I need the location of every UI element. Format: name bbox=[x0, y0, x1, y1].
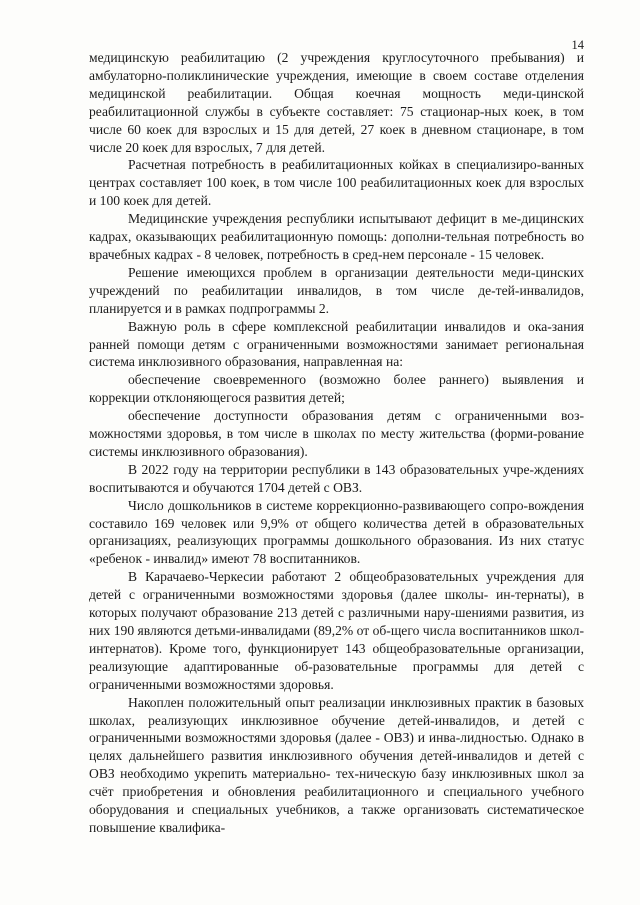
body-text bbox=[89, 45, 584, 837]
paragraph: Накоплен положительный опыт реализации инклюзивных практик в базовых школах, реализующих инклюзивное обучение детей-инвалидов, и детей с ограниченными возможностями здоровья (далее - ОВЗ) и инва-лидностью. Однако в целях дальнейшего развития инклюзивного обучения детей-инвалидов и детей с ОВЗ необходимо укрепить материально- тех-ническую базу инклюзивных школ за счёт приобретения и обновления реабилитационного и специального учебного оборудования и специальных учебников, а также организовать систематическое повышение квалифика- bbox=[89, 694, 584, 835]
paragraph: Решение имеющихся проблем в организации деятельности меди-цинских учреждений по реабилитации инвалидов, в том числе де-тей-инвалидов, планируется и в рамках подпрограммы 2. bbox=[89, 264, 584, 316]
paragraph: обеспечение доступности образования детям с ограниченными воз-можностями здоровья, в том числе в школах по месту жительства (форми-рование системы инклюзивного образования). bbox=[89, 408, 584, 459]
paragraph: Важную роль в сфере комплексной реабилитации инвалидов и ока-зания ранней помощи детям с ограниченными возможностями занимает региональная система инклюзивного образования, направленная на: bbox=[89, 318, 584, 370]
paragraph: В Карачаево-Черкесии работают 2 общеобразовательных учреждения для детей с ограниченными возможностями здоровья (далее школы- ин-тернаты), в которых получают образование 213 детей с различными нару-шениями развития, из них 190 являются детьми-инвалидами (89,2% от об-щего числа воспитанников школ-интернатов). Кроме того, функционирует 143 общеобразовательные организации, реализующие адаптированные об-разовательные программы для детей с ограниченными возможностями здоровья. bbox=[89, 569, 584, 692]
paragraph: Медицинские учреждения республики испытывают дефицит в ме-дицинских кадрах, оказывающих реабилитационную помощь: дополни-тельная потребность во врачебных кадрах - 8 человек, потребность в сред-нем персонале - 15 человек. bbox=[89, 211, 584, 262]
paragraph: Расчетная потребность в реабилитационных койках в специализиро-ванных центрах составляет 100 коек, в том числе 100 реабилитационных коек для взрослых и 100 коек для детей. bbox=[89, 157, 584, 209]
paragraph: Число дошкольников в системе коррекционно-развивающего сопро-вождения составило 169 человек или 9,9% от общего количества детей в образовательных организациях, реализующих программы дошкольного образования. Из них статус «ребенок - инвалид» имеют 78 воспитанников. bbox=[89, 497, 584, 567]
page-number: 14 bbox=[571, 38, 584, 52]
paragraph: В 2022 году на территории республики в 143 образовательных учре-ждениях воспитываются и обучаются 1704 детей с ОВЗ. bbox=[89, 461, 584, 495]
paragraph: медицинскую реабилитацию (2 учреждения круглосуточного пребывания) и амбулаторно-поликлинические учреждения, имеющие в своем составе отделения медицинской реабилитации. Общая коечная мощность меди-цинской реабилитационной службы в субъекте составляет: 75 стационар-ных коек, в том числе 60 коек для взрослых и 15 для детей, 27 коек в дневном стационаре, в том числе 20 коек для взрослых, 7 для детей. bbox=[89, 50, 584, 155]
paragraph: обеспечение своевременного (возможно более раннего) выявления и коррекции отклоняющегося развития детей; bbox=[89, 372, 584, 406]
